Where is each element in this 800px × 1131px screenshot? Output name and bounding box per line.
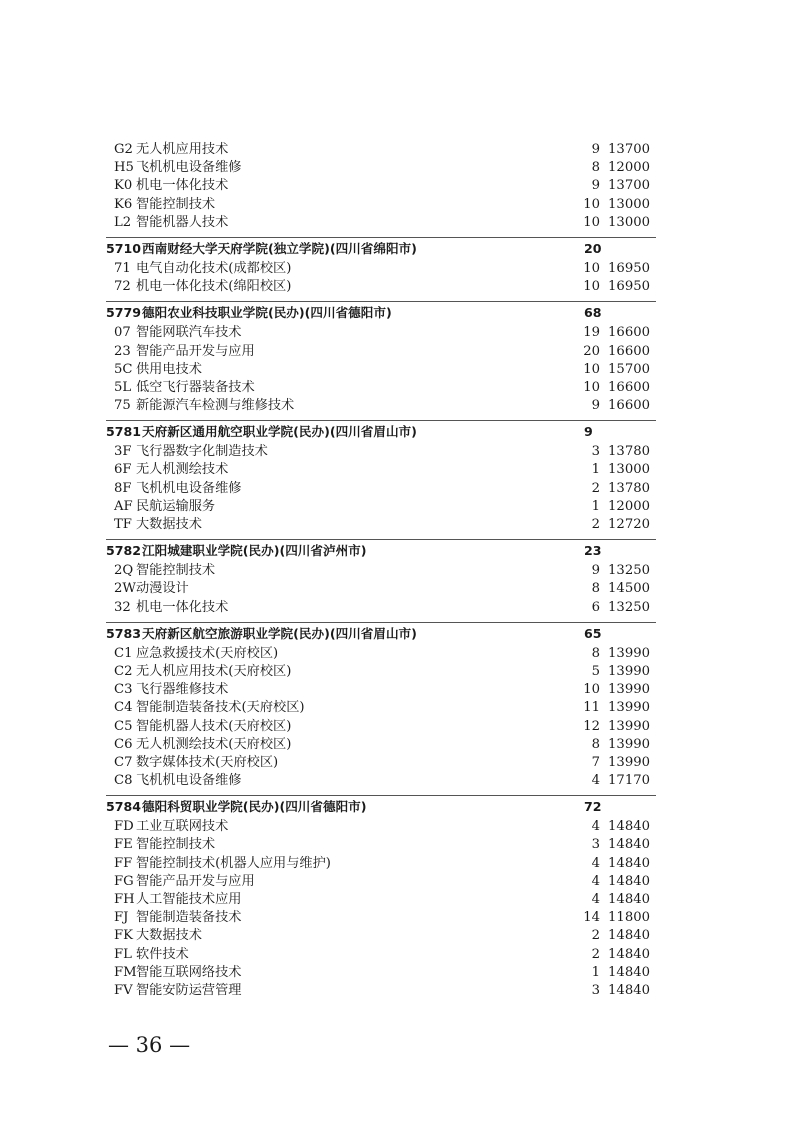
page-number: — 36 — [108, 1033, 191, 1057]
tuition-fee: 17170 [608, 773, 650, 789]
plan-count: 4 [591, 773, 600, 789]
major-row [106, 498, 656, 516]
plan-count: 9 [591, 142, 600, 157]
tuition-fee: 12720 [608, 517, 650, 532]
tuition-fee: 14840 [608, 964, 650, 980]
school-block [106, 420, 656, 534]
plan-count: 3 [591, 982, 600, 998]
major-name: 大数据技术 [136, 517, 202, 532]
tuition-fee: 14840 [608, 892, 650, 907]
major-row [106, 909, 656, 927]
tuition-fee: 15700 [608, 361, 650, 377]
major-name: 智能控制技术 [136, 196, 216, 212]
major-name: 数字媒体技术(天府校区) [136, 754, 279, 770]
major-name: 机电一体化技术 [136, 599, 229, 615]
tuition-fee: 13000 [608, 196, 650, 212]
plan-count: 1 [591, 498, 600, 514]
school-code: 5782 [106, 543, 142, 559]
major-row [106, 964, 656, 982]
major-name: 飞行器数字化制造技术 [136, 444, 268, 460]
major-row [106, 214, 656, 232]
plan-count: 5 [591, 663, 600, 679]
major-row [106, 718, 656, 736]
plan-count: 4 [591, 819, 600, 835]
major-name: 供用电技术 [136, 361, 202, 377]
plan-count: 11 [583, 700, 600, 716]
major-code: 3F [114, 444, 132, 460]
major-code: TF [114, 517, 132, 532]
school-code: 5710 [106, 240, 142, 256]
major-code: 5L [114, 379, 132, 395]
major-code: FJ [114, 910, 129, 926]
major-name: 软件技术 [136, 946, 189, 962]
tuition-fee: 13250 [608, 599, 650, 615]
major-row [106, 772, 656, 790]
tuition-fee: 14840 [608, 873, 650, 889]
school-name: 西南财经大学天府学院(独立学院)(四川省绵阳市) [142, 240, 417, 256]
major-row [106, 260, 656, 278]
major-row [106, 645, 656, 663]
major-name: 大数据技术 [136, 928, 202, 944]
major-name: 无人机应用技术(天府校区) [136, 663, 292, 679]
plan-count: 4 [591, 892, 600, 907]
major-code: K6 [114, 196, 133, 212]
major-name: 智能控制技术(机器人应用与维护) [136, 855, 331, 871]
school-total: 23 [584, 543, 602, 559]
plan-count: 7 [591, 754, 600, 770]
major-code: FF [114, 855, 133, 871]
enrollment-plan-table [106, 141, 656, 1000]
major-row [106, 562, 656, 580]
major-code: 75 [114, 398, 131, 414]
major-code: FV [114, 982, 133, 998]
school-total: 20 [584, 240, 602, 256]
school-total: 65 [584, 625, 602, 641]
major-row [106, 836, 656, 854]
major-row [106, 982, 656, 1000]
plan-count: 2 [591, 517, 600, 532]
major-row [106, 361, 656, 379]
tuition-fee: 13990 [608, 682, 650, 698]
major-name: 智能安防运营管理 [136, 982, 242, 998]
tuition-fee: 16600 [608, 398, 650, 414]
major-name: 飞行器维修技术 [136, 682, 229, 698]
plan-count: 10 [583, 361, 600, 377]
major-row [106, 461, 656, 479]
major-code: FD [114, 819, 134, 835]
major-name: 民航运输服务 [136, 498, 216, 514]
major-code: 8F [114, 480, 132, 496]
major-row [106, 663, 656, 681]
tuition-fee: 13000 [608, 462, 650, 478]
tuition-fee: 12000 [608, 160, 650, 176]
major-name: 工业互联网技术 [136, 819, 229, 835]
school-header [106, 301, 656, 324]
major-code: K0 [114, 178, 133, 194]
major-name: 新能源汽车检测与维修技术 [136, 398, 295, 414]
major-row [106, 855, 656, 873]
school-total: 68 [584, 305, 602, 321]
major-code: C3 [114, 682, 133, 698]
tuition-fee: 13250 [608, 563, 650, 579]
major-code: C7 [114, 754, 133, 770]
major-code: FK [114, 928, 134, 944]
major-row [106, 196, 656, 214]
tuition-fee: 14840 [608, 946, 650, 962]
plan-count: 10 [583, 279, 600, 295]
major-name: 智能机器人技术(天府校区) [136, 718, 292, 734]
school-name: 天府新区航空旅游职业学院(民办)(四川省眉山市) [142, 625, 417, 641]
school-header [106, 622, 656, 645]
school-name: 江阳城建职业学院(民办)(四川省泸州市) [142, 543, 367, 559]
major-row [106, 343, 656, 361]
school-name: 天府新区通用航空职业学院(民办)(四川省眉山市) [142, 424, 417, 440]
major-name: 飞机机电设备维修 [136, 160, 242, 176]
major-code: C1 [114, 645, 133, 661]
major-name: 智能产品开发与应用 [136, 343, 255, 359]
tuition-fee: 13990 [608, 718, 650, 734]
plan-count: 14 [583, 910, 600, 926]
major-name: 智能产品开发与应用 [136, 873, 255, 889]
tuition-fee: 14500 [608, 581, 650, 597]
major-name: 智能控制技术 [136, 563, 216, 579]
major-row [106, 443, 656, 461]
school-total: 72 [584, 799, 602, 815]
plan-count: 6 [591, 599, 600, 615]
major-name: 飞机机电设备维修 [136, 480, 242, 496]
major-name: 人工智能技术应用 [136, 892, 242, 907]
tuition-fee: 16950 [608, 260, 650, 276]
tuition-fee: 16600 [608, 379, 650, 395]
major-code: FE [114, 837, 133, 853]
major-row [106, 516, 656, 534]
tuition-fee: 14840 [608, 855, 650, 871]
major-name: 低空飞行器装备技术 [136, 379, 255, 395]
tuition-fee: 14840 [608, 928, 650, 944]
plan-count: 19 [583, 325, 600, 341]
major-code: C5 [114, 718, 133, 734]
major-name: 智能互联网络技术 [136, 964, 242, 980]
school-header [106, 795, 656, 818]
major-row [106, 699, 656, 717]
tuition-fee: 12000 [608, 498, 650, 514]
major-name: 电气自动化技术(成都校区) [136, 260, 292, 276]
tuition-fee: 16950 [608, 279, 650, 295]
plan-count: 20 [583, 343, 600, 359]
major-code: C8 [114, 773, 133, 789]
major-row [106, 159, 656, 177]
school-name: 德阳农业科技职业学院(民办)(四川省德阳市) [142, 305, 392, 321]
major-code: C4 [114, 700, 133, 716]
tuition-fee: 13780 [608, 480, 650, 496]
major-code: C6 [114, 736, 133, 752]
school-code: 5783 [106, 625, 142, 641]
plan-count: 2 [591, 946, 600, 962]
major-row [106, 141, 656, 159]
plan-count: 1 [591, 964, 600, 980]
school-name: 德阳科贸职业学院(民办)(四川省德阳市) [142, 799, 367, 815]
major-code: L2 [114, 214, 132, 230]
plan-count: 9 [591, 563, 600, 579]
major-name: 无人机测绘技术 [136, 462, 229, 478]
tuition-fee: 13990 [608, 663, 650, 679]
major-code: FH [114, 892, 135, 907]
major-code: 2Q [114, 563, 134, 579]
major-name: 机电一体化技术(绵阳校区) [136, 279, 292, 295]
major-name: 机电一体化技术 [136, 178, 229, 194]
major-code: FL [114, 946, 132, 962]
major-code: 6F [114, 462, 132, 478]
school-block [106, 539, 656, 617]
major-row [106, 927, 656, 945]
school-block [106, 795, 656, 1000]
tuition-fee: 13990 [608, 645, 650, 661]
major-row [106, 891, 656, 909]
plan-count: 10 [583, 214, 600, 230]
major-code: 5C [114, 361, 133, 377]
plan-count: 10 [583, 379, 600, 395]
plan-count: 8 [591, 736, 600, 752]
plan-count: 12 [583, 718, 600, 734]
tuition-fee: 14840 [608, 982, 650, 998]
major-code: 32 [114, 599, 131, 615]
major-code: 2W [114, 581, 136, 597]
tuition-fee: 13780 [608, 444, 650, 460]
school-total: 9 [584, 424, 593, 440]
major-row [106, 736, 656, 754]
major-code: AF [114, 498, 133, 514]
major-row [106, 580, 656, 598]
school-block [106, 237, 656, 296]
plan-count: 10 [583, 260, 600, 276]
major-row [106, 946, 656, 964]
school-code: 5784 [106, 799, 142, 815]
plan-count: 1 [591, 462, 600, 478]
major-row [106, 397, 656, 415]
plan-count: 3 [591, 444, 600, 460]
major-name: 智能制造装备技术 [136, 910, 242, 926]
tuition-fee: 16600 [608, 325, 650, 341]
major-row [106, 278, 656, 296]
major-name: 飞机机电设备维修 [136, 773, 242, 789]
major-name: 动漫设计 [136, 581, 189, 597]
plan-count: 4 [591, 873, 600, 889]
plan-count: 8 [591, 160, 600, 176]
tuition-fee: 16600 [608, 343, 650, 359]
major-name: 智能制造装备技术(天府校区) [136, 700, 305, 716]
tuition-fee: 13700 [608, 142, 650, 157]
major-code: 07 [114, 325, 131, 341]
major-code: 72 [114, 279, 131, 295]
plan-count: 2 [591, 480, 600, 496]
major-row [106, 324, 656, 342]
school-header [106, 539, 656, 562]
school-block [106, 301, 656, 415]
school-block [106, 622, 656, 791]
major-row [106, 379, 656, 397]
tuition-fee: 13700 [608, 178, 650, 194]
tuition-fee: 13990 [608, 754, 650, 770]
major-row [106, 480, 656, 498]
major-name: 无人机测绘技术(天府校区) [136, 736, 292, 752]
plan-count: 10 [583, 682, 600, 698]
major-code: 23 [114, 343, 131, 359]
plan-count: 3 [591, 837, 600, 853]
tuition-fee: 14840 [608, 837, 650, 853]
plan-count: 8 [591, 645, 600, 661]
major-name: 智能网联汽车技术 [136, 325, 242, 341]
major-code: FM [114, 964, 137, 980]
major-name: 智能控制技术 [136, 837, 216, 853]
plan-count: 2 [591, 928, 600, 944]
major-row [106, 599, 656, 617]
plan-count: 10 [583, 196, 600, 212]
plan-count: 4 [591, 855, 600, 871]
tuition-fee: 13000 [608, 214, 650, 230]
major-row [106, 818, 656, 836]
school-header [106, 237, 656, 260]
tuition-fee: 13990 [608, 700, 650, 716]
tuition-fee: 14840 [608, 819, 650, 835]
major-code: 71 [114, 260, 131, 276]
major-row [106, 177, 656, 195]
plan-count: 9 [591, 398, 600, 414]
major-code: FG [114, 873, 134, 889]
major-name: 智能机器人技术 [136, 214, 229, 230]
school-header [106, 420, 656, 443]
major-code: G2 [114, 142, 133, 157]
major-code: H5 [114, 160, 134, 176]
major-code: C2 [114, 663, 133, 679]
plan-count: 9 [591, 178, 600, 194]
major-name: 应急救援技术(天府校区) [136, 645, 279, 661]
major-row [106, 681, 656, 699]
school-code: 5781 [106, 424, 142, 440]
major-name: 无人机应用技术 [136, 142, 229, 157]
tuition-fee: 13990 [608, 736, 650, 752]
tuition-fee: 11800 [608, 910, 650, 926]
school-code: 5779 [106, 305, 142, 321]
plan-count: 8 [591, 581, 600, 597]
major-row [106, 873, 656, 891]
major-row [106, 754, 656, 772]
